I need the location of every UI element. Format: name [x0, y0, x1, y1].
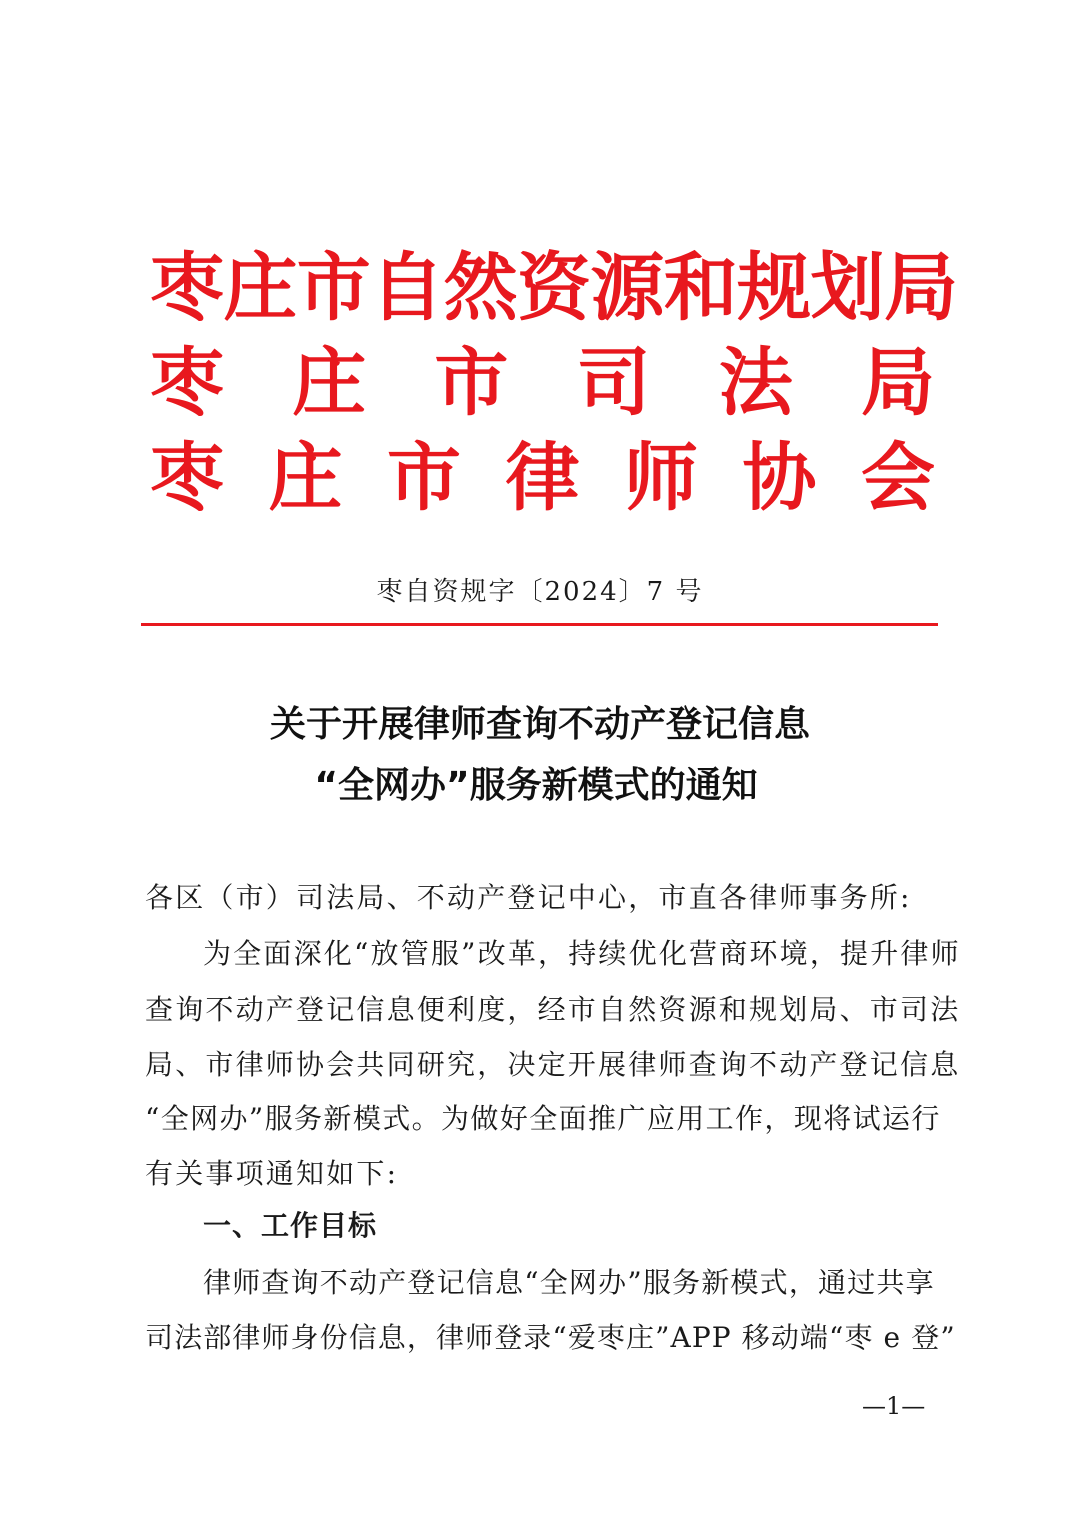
- document-title-line-1: 关于开展律师查询不动产登记信息: [269, 704, 810, 745]
- masthead-char: 枣: [150, 435, 224, 521]
- masthead-line-2: [150, 340, 935, 426]
- masthead-char: 协: [742, 435, 817, 521]
- masthead-char: 庄: [292, 340, 367, 426]
- paragraph-2-line: 司法部律师身份信息，律师登录“爱枣庄”APP 移动端“枣 e 登”: [145, 1321, 956, 1354]
- document-number: 枣自资规字〔2024〕7 号: [376, 577, 704, 607]
- paragraph-1-line: 查询不动产登记信息便利度，经市自然资源和规划局、市司法: [145, 993, 961, 1026]
- red-separator-line: [141, 623, 938, 626]
- masthead-char: 法: [718, 340, 793, 426]
- paragraph-1-line: 有关事项通知如下:: [145, 1157, 399, 1190]
- salutation: 各区（市）司法局、不动产登记中心，市直各律师事务所:: [145, 881, 912, 914]
- paragraph-1-line: 局、市律师协会共同研究，决定开展律师查询不动产登记信息: [145, 1048, 961, 1081]
- masthead-char: 师: [624, 435, 698, 521]
- masthead-char: 律: [505, 435, 580, 521]
- masthead-char: 庄: [268, 435, 343, 521]
- masthead-char: 市: [387, 435, 461, 521]
- document-title-line-2: “全网办”服务新模式的通知: [314, 765, 758, 806]
- masthead-char: 会: [861, 435, 935, 521]
- paragraph-1-line: “全网办”服务新模式。为做好全面推广应用工作，现将试运行: [145, 1102, 941, 1135]
- paragraph-1-line: 为全面深化“放管服”改革，持续优化营商环境，提升律师: [203, 937, 961, 970]
- masthead-org-1: 枣庄市自然资源和规划局: [150, 245, 958, 331]
- masthead-char: 市: [434, 340, 509, 426]
- masthead-char: 枣: [150, 340, 224, 426]
- paragraph-2-line: 律师查询不动产登记信息“全网办”服务新模式，通过共享: [203, 1266, 935, 1299]
- section-heading-1: 一、工作目标: [203, 1209, 378, 1242]
- masthead-char: 局: [860, 340, 935, 426]
- masthead-line-3: [150, 435, 935, 521]
- masthead-line-1: [150, 245, 958, 331]
- page-number: —1—: [862, 1392, 926, 1420]
- masthead-char: 司: [576, 340, 651, 426]
